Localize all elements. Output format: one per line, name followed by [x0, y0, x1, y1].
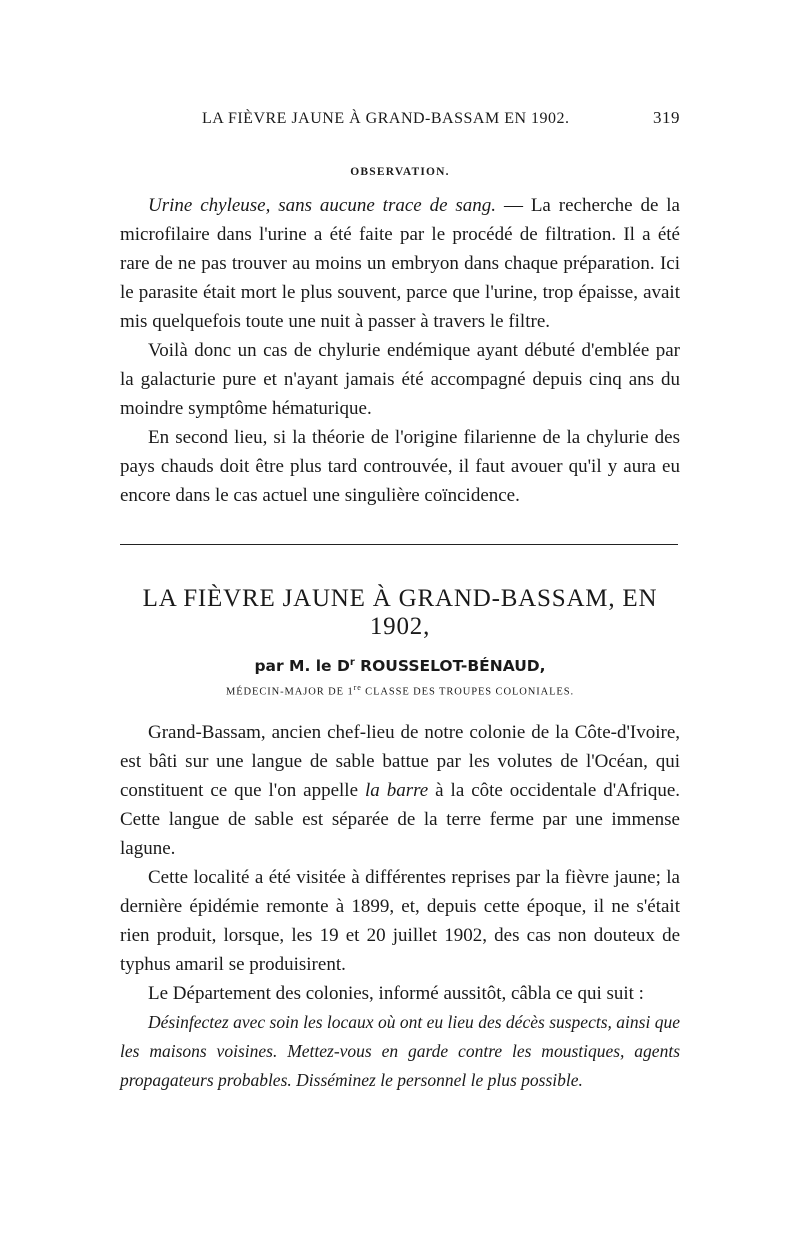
article-paragraph-2: Cette localité a été visitée à différentes reprises par la fièvre jaune; la dernière épidémie remonte à 1899, et, depuis cette époque, il ne s'était rien produit, lorsque, les 19 et 20 juillet 1902, des cas non douteux de typhus amaril se produisirent.	[120, 866, 680, 975]
observation-italic-lead: Urine chyleuse, sans aucune trace de sang.	[148, 195, 497, 216]
byline-sup: r	[349, 657, 355, 668]
byline-prefix: par M. le D	[254, 657, 350, 676]
page-number: 319	[653, 108, 680, 127]
observation-paragraph-1	[120, 191, 680, 336]
article-paragraph-1-start: Grand-Bassam, ancien chef-lieu de notre colonie de la Côte-d'Ivoire, est bâti sur une langue de sable battue par les volutes de l'Océan, qui constituent ce que l'on appelle	[120, 721, 680, 801]
running-head	[202, 108, 680, 128]
affiliation-rest: CLASSE DES TROUPES COLONIALES.	[361, 686, 574, 698]
telegram-quote: Désinfectez avec soin les locaux où ont eu lieu des décès suspects, ainsi que les maisons voisines. Mettez-vous en garde contre les moustiques, agents propagateurs probables. Disséminez le personnel le plus possible.	[120, 1011, 680, 1090]
affiliation-prefix: MÉDECIN-MAJOR DE 1	[226, 686, 354, 698]
byline	[120, 657, 680, 675]
article-title: LA FIÈVRE JAUNE À GRAND-BASSAM, EN 1902,	[142, 585, 658, 640]
running-head-title: LA FIÈVRE JAUNE À GRAND-BASSAM EN 1902.	[202, 110, 570, 127]
page	[120, 108, 680, 1095]
article-body	[120, 718, 680, 1095]
observation-text	[120, 191, 680, 510]
byline-author: ROUSSELOT-BÉNAUD,	[354, 657, 546, 676]
article-paragraph-1-end: à la côte occidentale d'Afrique. Cette langue de sable est séparée de la terre ferme par une immense lagune.	[120, 779, 681, 859]
section-divider	[120, 544, 678, 545]
article-paragraph-1	[120, 718, 680, 863]
article-paragraph-3: Le Département des colonies, informé aussitôt, câbla ce qui suit :	[148, 982, 644, 1004]
observation-paragraph-3: En second lieu, si la théorie de l'origine filarienne de la chylurie des pays chauds doit être plus tard controuvée, il faut avouer qu'il y aura eu encore dans le cas actuel une singulière coïncidence.	[120, 427, 680, 506]
article-italic-term: la barre	[364, 779, 429, 801]
observation-paragraph-2: Voilà donc un cas de chylurie endémique ayant débuté d'emblée par la galacturie pure et n'ayant jamais été accompagné depuis cinq ans du moindre symptôme hématurique.	[120, 340, 680, 419]
affiliation-sup: re	[353, 683, 362, 693]
author-affiliation	[120, 683, 680, 698]
observation-heading: OBSERVATION.	[350, 166, 450, 178]
observation-paragraph-1-text: — La recherche de la microfilaire dans l'urine a été faite par le procédé de filtration. Il a été rare de ne pas trouver au moins un embryon dans chaque préparation. Ici le parasite était mort le plus souvent, parce que l'urine, trop épaisse, avait mis quelquefois toute une nuit à passer à travers le filtre.	[120, 195, 680, 332]
